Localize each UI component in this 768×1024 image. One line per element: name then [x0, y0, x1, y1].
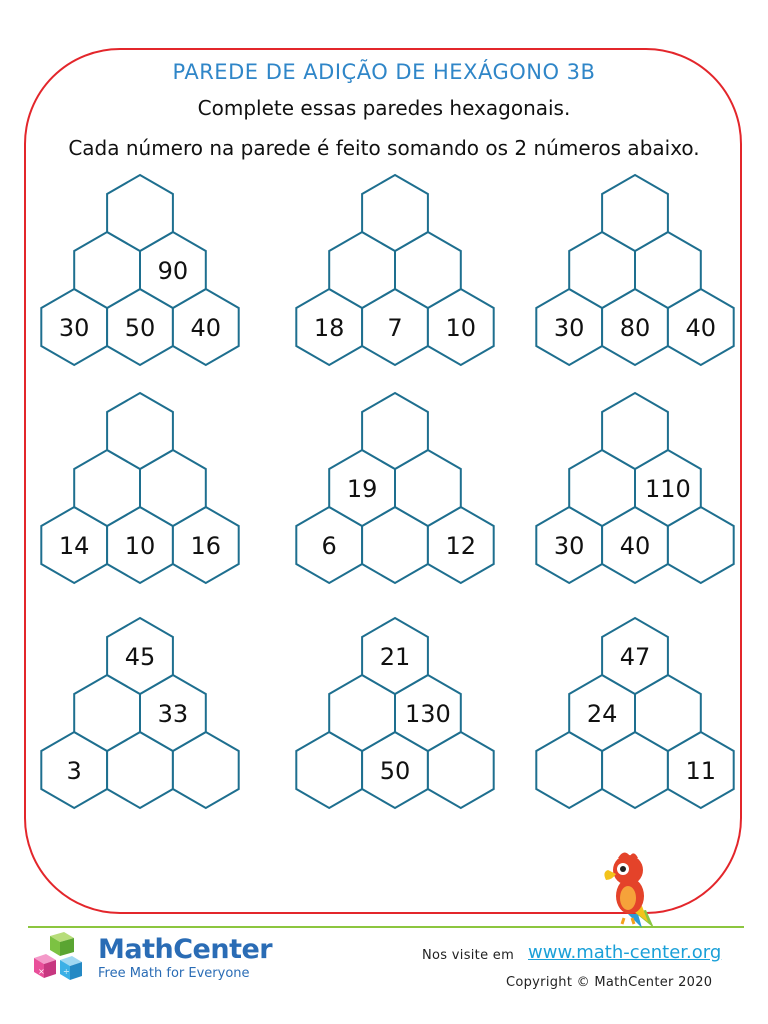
copyright-text: Copyright © MathCenter 2020: [506, 975, 713, 990]
wall-9-middle-cell-value: 24: [586, 700, 618, 728]
visit-label: Nos visite em: [422, 948, 515, 963]
wall-6-bottom-cell-value: 30: [553, 532, 585, 560]
wall-4-bottom-cell-value: 16: [190, 532, 222, 560]
math-cubes-icon: [30, 930, 90, 986]
wall-1-middle-cell-value: 90: [157, 257, 189, 285]
instruction-line-1: Complete essas paredes hexagonais.: [197, 96, 571, 120]
wall-5-bottom-cell-value: 12: [445, 532, 477, 560]
wall-6-middle-cell-value: 110: [645, 475, 691, 503]
wall-2-bottom-cell-value: 10: [445, 314, 477, 342]
website-link[interactable]: www.math-center.org: [528, 942, 722, 963]
wall-2-bottom-cell-value: 7: [387, 314, 403, 342]
wall-6-bottom-cell-value: 40: [619, 532, 651, 560]
wall-5-middle-cell-value: 19: [346, 475, 378, 503]
worksheet-title: PAREDE DE ADIÇÃO DE HEXÁGONO 3B: [172, 60, 596, 84]
brand-name: MathCenter: [98, 934, 273, 965]
wall-5-bottom-cell-value: 6: [321, 532, 337, 560]
wall-4-bottom-cell-value: 10: [124, 532, 156, 560]
wall-7-middle-cell-value: 33: [157, 700, 189, 728]
wall-2-bottom-cell-value: 18: [313, 314, 345, 342]
wall-1-bottom-cell-value: 50: [124, 314, 156, 342]
wall-8-middle-cell-value: 130: [405, 700, 451, 728]
wall-8-top-cell-value: 21: [379, 643, 411, 671]
wall-1-bottom-cell-value: 30: [58, 314, 90, 342]
wall-4-bottom-cell-value: 14: [58, 532, 90, 560]
wall-7-bottom-cell-value: 3: [66, 757, 82, 785]
wall-3-bottom-cell-value: 30: [553, 314, 585, 342]
wall-9-top-cell-value: 47: [619, 643, 651, 671]
wall-9-bottom-cell-value: 11: [685, 757, 717, 785]
brand-tagline: Free Math for Everyone: [98, 966, 250, 981]
svg-text:×: ×: [38, 967, 45, 976]
svg-text:÷: ÷: [63, 967, 70, 976]
wall-7-top-cell-value: 45: [124, 643, 156, 671]
wall-3-bottom-cell-value: 40: [685, 314, 717, 342]
wall-1-bottom-cell-value: 40: [190, 314, 222, 342]
wall-3-bottom-cell-value: 80: [619, 314, 651, 342]
parrot-mascot-icon: [598, 848, 668, 930]
instruction-line-2: Cada número na parede é feito somando os 2 números abaixo.: [68, 136, 700, 160]
wall-8-bottom-cell-value: 50: [379, 757, 411, 785]
